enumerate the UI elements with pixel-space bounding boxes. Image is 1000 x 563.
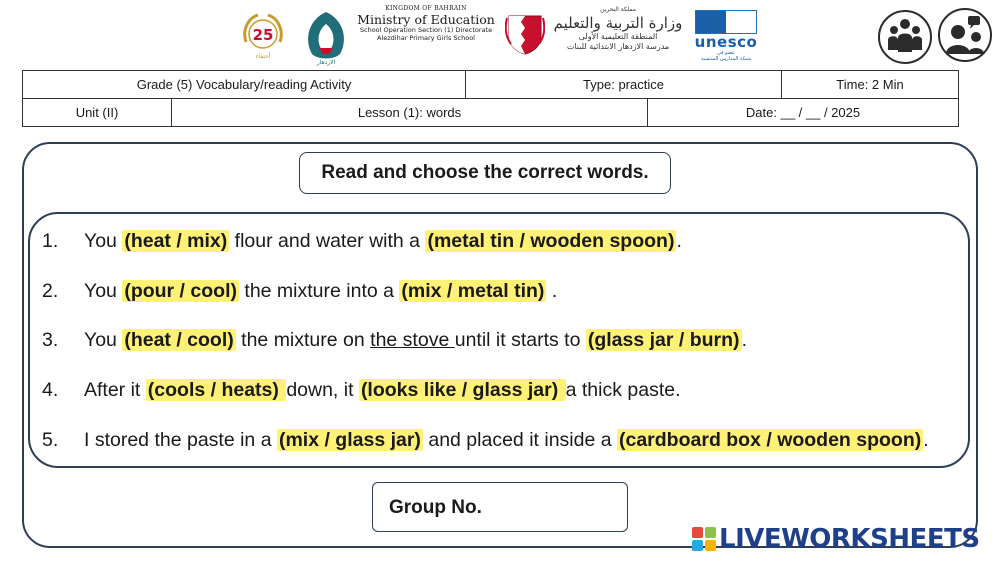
svg-text:25: 25 <box>252 26 274 44</box>
section-name: School Operation Section (1) Directorate <box>359 26 493 35</box>
arabic-ministry: وزارة التربية والتعليم <box>553 13 683 32</box>
question-line-5 <box>42 425 972 455</box>
question-text: . <box>676 230 682 252</box>
grade-cell: Grade (5) Vocabulary/reading Activity <box>23 71 466 99</box>
date-cell: Date: __ / __ / 2025 <box>648 99 959 127</box>
question-line-1 <box>42 226 972 256</box>
question-number: 4. <box>42 379 59 401</box>
instruction-title: Read and choose the correct words. <box>299 152 671 194</box>
question-text: . <box>741 329 747 351</box>
question-text: until it starts to <box>454 329 586 351</box>
arabic-kingdom: مملكة البحرين <box>600 6 636 13</box>
question-text: You <box>84 329 123 351</box>
choice-dropdown[interactable]: (cardboard box / wooden spoon) <box>619 429 922 451</box>
question-text: down, it <box>286 379 359 401</box>
question-text: I stored the paste in a <box>84 429 277 451</box>
unit-cell: Unit (II) <box>23 99 172 127</box>
question-number: 5. <box>42 429 59 451</box>
liveworksheets-logo-icon <box>692 527 716 551</box>
arabic-ministry-block <box>553 6 683 52</box>
badge-25-icon <box>240 12 286 62</box>
ministry-logo-icon <box>300 10 352 66</box>
unesco-network: شبكة المدارس المنتسبة <box>700 56 752 62</box>
ministry-name-block <box>356 6 496 42</box>
liveworksheets-wordmark: LIVEWORKSHEETS <box>719 524 980 554</box>
info-row-1 <box>23 71 959 99</box>
question-text: flour and water with a <box>229 230 426 252</box>
ministry-name: Ministry of Education <box>357 11 495 27</box>
choice-dropdown[interactable]: (glass jar / burn) <box>587 329 740 351</box>
question-text: the mixture into a <box>238 280 400 302</box>
question-number: 2. <box>42 280 59 302</box>
unesco-word: unesco <box>694 33 758 51</box>
question-text: a thick paste. <box>565 379 681 401</box>
question-text: the mixture on <box>235 329 371 351</box>
school-name: Alezdihar Primary Girls School <box>377 33 475 42</box>
unesco-member: عضو في <box>716 50 736 56</box>
question-number: 3. <box>42 329 59 351</box>
question-text: You <box>84 280 123 302</box>
svg-text:أحتفاء: أحتفاء <box>255 53 271 60</box>
underlined-text: the stove <box>370 329 455 351</box>
group-people-icon <box>878 10 932 64</box>
question-text: . <box>923 429 929 451</box>
choice-dropdown[interactable]: (heat / mix) <box>124 230 228 252</box>
question-text: You <box>84 230 123 252</box>
group-number-field[interactable] <box>372 482 628 532</box>
choice-dropdown[interactable]: (cools / heats) <box>147 379 285 401</box>
choice-dropdown[interactable]: (pour / cool) <box>124 280 237 302</box>
question-text: and placed it inside a <box>422 429 617 451</box>
question-number: 1. <box>42 230 59 252</box>
time-cell: Time: 2 Min <box>782 71 959 99</box>
bahrain-crest-icon <box>505 12 545 56</box>
arabic-region: المنطقة التعليمية الأولى <box>578 32 658 42</box>
info-row-2 <box>23 99 959 127</box>
question-text: . <box>546 280 558 302</box>
svg-text:الازدهار: الازدهار <box>316 59 336 66</box>
liveworksheets-logo <box>692 524 980 554</box>
unesco-icon <box>693 10 759 66</box>
teacher-student-icon <box>938 8 992 62</box>
choice-dropdown[interactable]: (metal tin / wooden spoon) <box>427 230 675 252</box>
question-text: After it <box>84 379 146 401</box>
lesson-cell: Lesson (1): words <box>172 99 648 127</box>
arabic-school: مدرسة الازدهار الابتدائية للبنات <box>566 42 670 52</box>
question-line-4 <box>42 375 972 405</box>
info-table <box>22 70 959 127</box>
choice-dropdown[interactable]: (mix / glass jar) <box>278 429 421 451</box>
type-cell: Type: practice <box>466 71 782 99</box>
group-number-label: Group No. <box>389 497 482 518</box>
question-line-2 <box>42 276 972 306</box>
choice-dropdown[interactable]: (heat / cool) <box>124 329 234 351</box>
question-line-3 <box>42 325 972 355</box>
kingdom-label: KINGDOM OF BAHRAIN <box>385 5 467 12</box>
choice-dropdown[interactable]: (looks like / glass jar) <box>360 379 564 401</box>
choice-dropdown[interactable]: (mix / metal tin) <box>401 280 545 302</box>
